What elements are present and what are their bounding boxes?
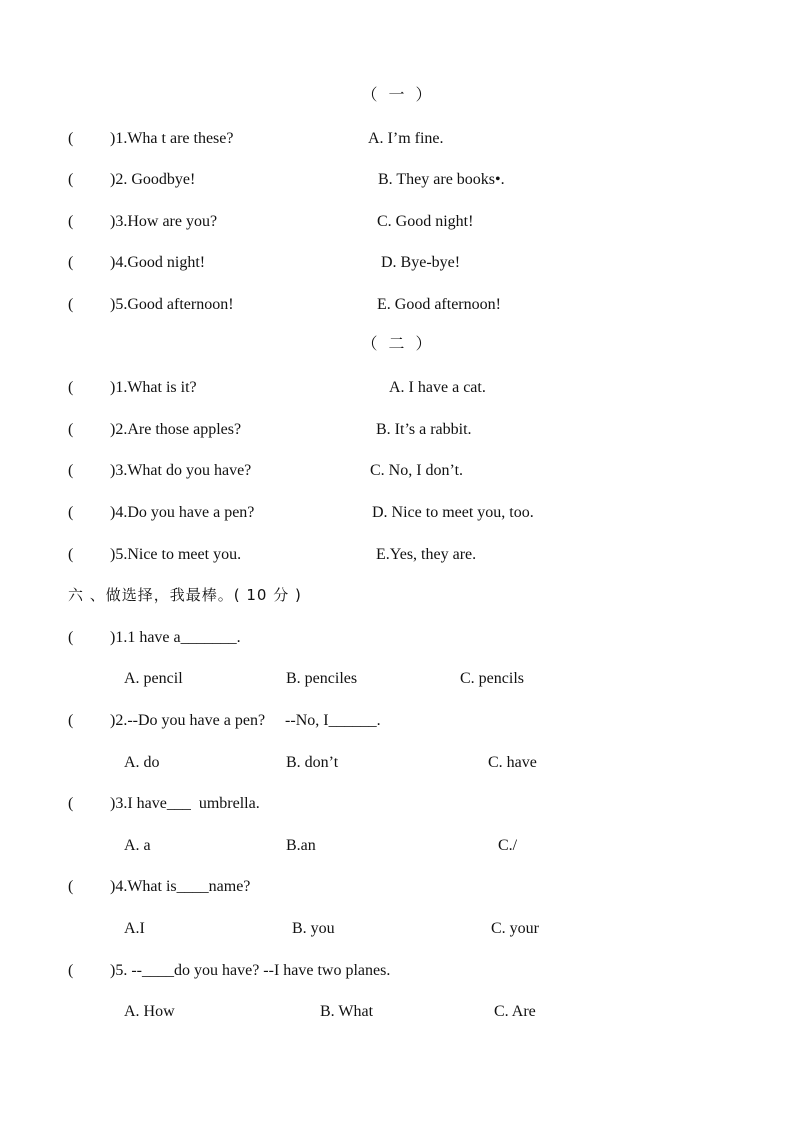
option-a: A. How [124, 1003, 175, 1020]
mc-question-1 [0, 626, 794, 650]
option-b: B. penciles [286, 670, 358, 687]
option-a: A. do [124, 754, 160, 771]
option-b: B. don’t [286, 754, 339, 771]
answer-bracket: ( [68, 462, 74, 479]
answer-option: C. Good night! [377, 213, 474, 230]
question-text: )4.Good night! [110, 254, 206, 271]
mc-question-4 [0, 875, 794, 899]
mc-question-2 [0, 709, 794, 733]
part1-heading: （ 一 ） [361, 87, 433, 104]
option-b: B. What [320, 1003, 374, 1020]
option-c: C. Are [494, 1003, 536, 1020]
question-text: )5. --____do you have? --I have two planes. [110, 962, 391, 979]
answer-option: B. It’s a rabbit. [376, 421, 472, 438]
part1-heading-line [0, 84, 794, 108]
answer-option: E.Yes, they are. [376, 546, 477, 563]
option-c: C./ [498, 837, 518, 854]
answer-bracket: ( [68, 629, 74, 646]
option-c: C. pencils [460, 670, 524, 687]
answer-option: B. They are books•. [378, 171, 505, 188]
question-text: )3.How are you? [110, 213, 218, 230]
answer-option: A. I’m fine. [368, 130, 444, 147]
mc-question-3 [0, 792, 794, 816]
answer-bracket: ( [68, 878, 74, 895]
question-text: )5.Good afternoon! [110, 296, 234, 313]
option-a: A. a [124, 837, 151, 854]
answer-option: C. No, I don’t. [370, 462, 464, 479]
question-text: )5.Nice to meet you. [110, 546, 242, 563]
part1-row-3 [0, 210, 794, 234]
mc-options-4 [0, 917, 794, 941]
section-title: 六 、做选择，我最棒。( 10 分 ) [68, 586, 302, 604]
question-text: )1.What is it? [110, 379, 197, 396]
answer-bracket: ( [68, 546, 74, 563]
section6-title-line [0, 583, 794, 607]
question-text: )4.Do you have a pen? [110, 504, 255, 521]
mc-question-5 [0, 959, 794, 983]
option-c: C. have [488, 754, 537, 771]
question-text: )3.I have___ umbrella. [110, 795, 260, 812]
option-c: C. your [491, 920, 539, 937]
answer-option: D. Bye-bye! [381, 254, 461, 271]
answer-bracket: ( [68, 795, 74, 812]
part2-row-4 [0, 501, 794, 525]
question-text: )1.Wha t are these? [110, 130, 234, 147]
part1-row-5 [0, 293, 794, 317]
answer-bracket: ( [68, 712, 74, 729]
question-text: )1.1 have a_______. [110, 629, 241, 646]
answer-bracket: ( [68, 421, 74, 438]
mc-options-3 [0, 834, 794, 858]
answer-option: E. Good afternoon! [377, 296, 501, 313]
part2-heading-line [0, 333, 794, 357]
part2-heading: （ 二 ） [361, 336, 433, 353]
part1-row-2 [0, 168, 794, 192]
mc-options-2 [0, 751, 794, 775]
question-text: )2.--Do you have a pen? --No, I______. [110, 712, 381, 729]
option-b: B. you [292, 920, 335, 937]
answer-bracket: ( [68, 171, 74, 188]
part2-row-3 [0, 459, 794, 483]
answer-bracket: ( [68, 213, 74, 230]
answer-bracket: ( [68, 254, 74, 271]
question-text: )3.What do you have? [110, 462, 252, 479]
answer-option: D. Nice to meet you, too. [372, 504, 534, 521]
option-b: B.an [286, 837, 316, 854]
mc-options-1 [0, 667, 794, 691]
question-text: )2. Goodbye! [110, 171, 196, 188]
answer-bracket: ( [68, 296, 74, 313]
part1-row-1 [0, 127, 794, 151]
answer-bracket: ( [68, 962, 74, 979]
option-a: A.I [124, 920, 145, 937]
part2-row-1 [0, 376, 794, 400]
question-text: )2.Are those apples? [110, 421, 242, 438]
answer-option: A. I have a cat. [389, 379, 486, 396]
mc-options-5 [0, 1000, 794, 1024]
part1-row-4 [0, 251, 794, 275]
answer-bracket: ( [68, 379, 74, 396]
option-a: A. pencil [124, 670, 183, 687]
answer-bracket: ( [68, 504, 74, 521]
answer-bracket: ( [68, 130, 74, 147]
part2-row-2 [0, 418, 794, 442]
question-text: )4.What is____name? [110, 878, 251, 895]
part2-row-5 [0, 543, 794, 567]
